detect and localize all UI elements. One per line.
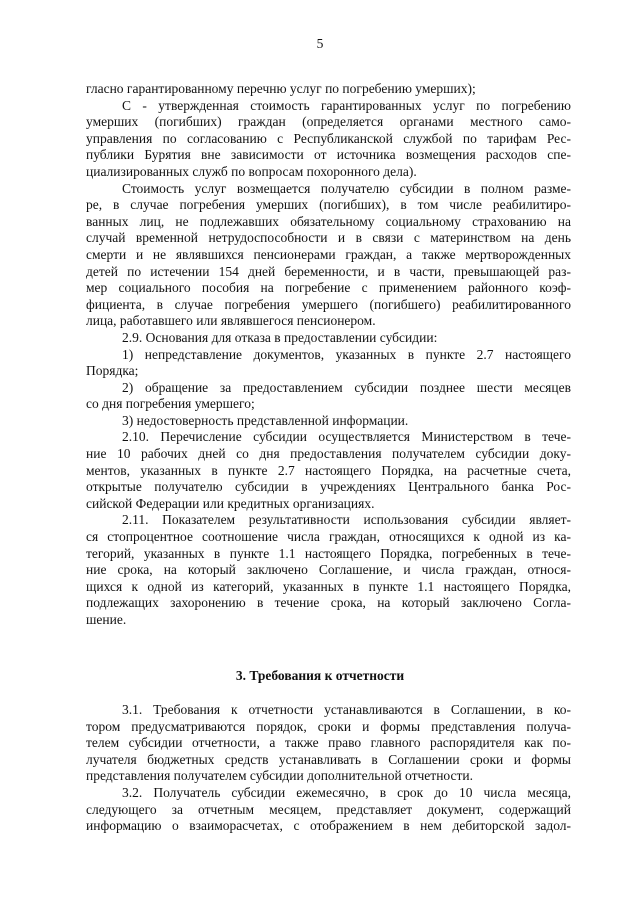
text-line: фициента, в случае погребения умершего (погибшего) реабилитированного	[86, 296, 571, 312]
text-line: Стоимость услуг возмещается получателю субсидии в полном разме-	[122, 180, 571, 196]
text-line: ре, в случае погребения умерших (погибших), в том числе реабилитиро-	[86, 197, 571, 213]
section-heading: 3. Требования к отчетности	[235, 668, 405, 683]
text-line: случай временной нетрудоспособности и в связи с материнством на день	[86, 230, 571, 246]
text-line: ние 10 рабочих дней со дня предоставления получателем субсидии доку-	[86, 446, 571, 462]
text-line: 2.9. Основания для отказа в предоставлении субсидии:	[122, 329, 438, 345]
text-line: представления получателем субсидии дополнительной отчетности.	[86, 768, 473, 784]
text-line: ментов, указанных в пункте 2.7 настоящего Порядка, на расчетные счета,	[86, 462, 571, 478]
text-line: ние срока, на который заключено Соглашение, и числа граждан, относя-	[86, 562, 571, 578]
text-line: 2.11. Показателем результативности использования субсидии являет-	[122, 512, 571, 528]
text-line: гласно гарантированному перечню услуг по погребению умерших);	[86, 81, 476, 96]
body-text-section-3	[86, 702, 571, 835]
text-line: мер социального пособия на погребение с применением районного коэф-	[86, 280, 571, 296]
text-line: 2.10. Перечисление субсидии осуществляется Министерством в тече-	[122, 429, 571, 445]
text-line: С - утвержденная стоимость гарантированных услуг по погребению	[122, 97, 571, 113]
text-line: со дня погребения умершего;	[86, 396, 255, 412]
text-line: ся стопроцентное соотношение числа граждан, относящихся к одной из ка-	[86, 529, 571, 545]
text-line: щихся к одной из категорий, указанных в пункте 1.1 настоящего Порядка,	[86, 578, 571, 594]
text-line: Порядка;	[86, 363, 139, 379]
text-line: открытые получателю субсидии в учреждениях Центрального банка Рос-	[86, 479, 571, 495]
text-line: 1) непредставление документов, указанных в пункте 2.7 настоящего	[122, 346, 571, 362]
text-line: шение.	[86, 612, 127, 627]
text-line: 3.2. Получатель субсидии ежемесячно, в срок до 10 числа месяца,	[122, 784, 571, 800]
text-line: телем субсидии отчетности, а также право главного распорядителя как по-	[86, 735, 571, 751]
text-line: тором предусматриваются порядок, сроки и формы представления получа-	[86, 718, 571, 734]
text-line: детей по истечении 154 дней беременности, и в части, превышающей раз-	[86, 263, 571, 279]
body-text-section-2	[86, 81, 571, 629]
text-line: публики Бурятия вне зависимости от источника возмещения расходов спе-	[86, 147, 571, 163]
text-line: следующего за отчетным месяцем, представляет документ, содержащий	[86, 801, 571, 817]
text-line: лучателя бюджетных средств устанавливать в Соглашении сроки и формы	[86, 751, 571, 767]
text-line: лица, работавшего или являвшегося пенсионером.	[86, 313, 376, 329]
text-line: подлежащих захоронению в течение срока, на который заключено Согла-	[86, 595, 571, 611]
text-line: умерших (погибших) граждан (определяется органами местного само-	[86, 114, 571, 130]
text-line: 3.1. Требования к отчетности устанавливаются в Соглашении, в ко-	[122, 702, 571, 717]
text-line: циализированных служб по вопросам похоронного дела).	[86, 163, 417, 179]
text-line: 2) обращение за предоставлением субсидии позднее шести месяцев	[122, 379, 571, 395]
text-line: информацию о взаиморасчетах, с отображением в нем дебиторской задол-	[86, 818, 571, 834]
text-line: смерти и не являвшихся пенсионерами граждан, а также мертворожденных	[86, 246, 571, 262]
text-line: управления по согласованию с Республиканской службой по тарифам Рес-	[86, 130, 571, 146]
text-line: тегорий, указанных в пункте 1.1 настоящего Порядка, погребенных в тече-	[86, 545, 571, 561]
text-line: сийской Федерации или кредитных организациях.	[86, 495, 375, 511]
text-line: ванных лиц, не подлежавших обязательному социальному страхованию на	[86, 213, 571, 229]
page-number: 5	[316, 36, 324, 51]
text-line: 3) недостоверность представленной информации.	[122, 412, 409, 428]
